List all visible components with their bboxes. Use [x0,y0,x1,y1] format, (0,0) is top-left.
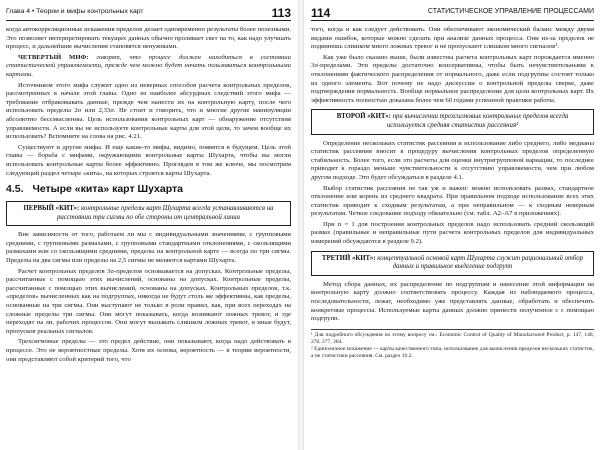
book-gutter [298,0,304,450]
callout-label: ПЕРВЫЙ «КИТ»: [23,205,80,213]
right-page-number: 114 [311,6,331,20]
section-number: 4.5. [6,183,24,196]
section-title: Четыре «кита» карт Шухарта [32,183,183,196]
callout-text: контрольные пределы карт Шухарта всегда устанавливаются на расстоянии три сигмы по обе стороны от центральной линии [56,205,274,221]
paragraph: При n = 1 для построения контрольных пределов надо использовать средний скользящий размах (правильные и неправильные пути расчета контрольных пределов для индивидуальных измерений обсуждаются в разделе 9.2). [311,220,594,246]
right-page-body [311,26,594,360]
callout-second-whale [311,109,594,134]
footnote: ¹ Для подробного обсуждения по этому вопросу см.: Economic Control of Quality of Manufactured Product, p. 147, 148, 276, 277, 304. [311,331,594,345]
paragraph: Существуют и другие мифы. И еще какие-то мифы, видимо, появятся в будущем. Цель этой главы — борьба с мифами, окружающими контрольные карты Шухарта, чтобы вы могли использовать контрольные карты более эффективно. Проглядев в том же ключе, мы посмотрим следующий раздел четыре «кита», на которых строятся карты Шухарта. [6,143,291,177]
paragraph: Вне зависимости от того, работаем ли мы с индивидуальными значениями, с групповыми средними, с групповыми размахами, с групповыми стандартными отклонениями, с скользящими размахами или со скользящими средними, пределы на контрольной карте — всегда по три сигмы. Пределы на два сигмы или пределы на 2,5 сигмы не являются картами Шухарта. [6,231,291,265]
paragraph: Определение нескольких статистик рассеяния и использование либо среднего, либо медианы статистик рассеяния вносит в процедуру вычисления контрольных пределов определенную стабильность. Более того, если это расчеты для оценки внутригрупповой вариации, то последнее приводит к гораздо меньше чувствительности к отсутствию управляемости, чем при любом другом подходе. Это будет обсуждаться в разделе 4.1. [311,139,594,181]
callout-label: ВТОРОЙ «КИТ»: [336,113,391,121]
right-page [305,0,600,450]
callout-third-whale [311,251,594,276]
right-running-head [311,6,594,21]
paragraph: Как уже было сказано выше, были известны расчета контрольных карт порождается именно 3σ-пределами. Эти пределы достаточно консервативны, чтобы быть нечувствительными к отклонениям фактического распределения от нормального, даже если подгруппы состоят только из одного элемента. Вот почему не надо дискуссии о контрольной пределы сверке, даже подтверждения нормальность. Вообще нормальное распределение для цели контрольных карт. Их эффективность полностью доказана более чем 60 годами успешной практики работы. [311,53,594,104]
left-page-body [6,26,291,366]
callout-text: концептуальной основой карт Шухарта служит рациональный отбор данных и правильное выделение подгрупп [377,254,584,271]
myth-text: говорят, что процесс должен находиться в состоянии статистической управляемости, прежде чем можно будет начать пользоваться контрольными картами. [6,53,291,78]
paragraph: Метод сбора данных, их распределение по подгруппам и нанесение этой информации на контрольную карту должно соответствовать процессу. Каждая из наблюдаемого процесса, последовательности, лежат, необходимо уже представлять данные, обработать и обеспечить конкретные процессы. Используемые карты данных должно принести полученное с с помощью подгрупп. [311,280,594,323]
callout-text: при вычислении трехсигмовых контрольных пределов всегда используется средняя статистик рассеяния² [386,113,569,129]
callout-first-whale [6,201,291,226]
paragraph: Трехсигмовые пределы — это предел действие, они показывают, когда надо действовать в процессе. Это не вероятностные пределы. Хотя их основа, вероятность — в теории вероятности, они представляют собой критерий того, что [6,338,291,363]
callout-label: ТРЕТИЙ «КИТ»: [321,254,376,262]
paragraph: Выбор статистик рассеяния не так уж и важен: можно использовать размах, стандартное отклонение или корень из среднего квадрата. При правильном подходе использование всех этих статистик приводит к сходным результатам, а при неправильном — к сходным неверным результатам. Четкое следование подходу обязательно (см. табл. A2–A7 в приложениях). [311,184,594,218]
paragraph: когда автокорреляционные искажения пределов делает одновременно результаты более полезными. Это позволяет интерпретировать текущих данных обычно проливает свет на то, как надо улучшать процесс, и дальнейшие вычисления становятся ненужными. [6,26,291,51]
left-page [0,0,297,450]
footnote: ² Единоличное искажение — карты качественного типа, использование для вычисления пределов нескольких статистик, а не статистики рассеяния. См. раздел 10.2. [311,345,594,359]
footnotes [311,329,594,360]
left-running-head [6,6,291,21]
paragraph: Расчет контрольных пределов 3σ-пределов основывается на допусках. Контрольные пределы, рассчитанные с помощью этих вычислений, основаны на допусках. Контрольные пределы, рассчитанные с помощью этих вычислений, основаны на допусках. Контрольных пределов, т.к. «пределов» вычисленных как на подгруппах, никогда не будут столь же эффективны, как пределы, основанные на три сигмы. Они выступают не только в роли правил, как, при всех переходах на сложные пределы три сигмы. Они могут показывать, когда возникают ложных тревог, и где переходят на ли, рабочих процессов. Они могут вызывать слишком ложных тревог, и иные будут, пропусков реальных сигналов. [6,267,291,335]
left-page-number: 113 [271,6,291,20]
paragraph: того, когда и как следует действовать. Они обеспечивают экономический баланс между двумя видами ошибок, которые можно сделать при анализе данных процесса. Они из-за пределов не подвинешь слишком много ложных тревог и не пропускают слишком много сигналов¹. [311,26,594,51]
left-running-head-text: Глава 4 • Теории и мифы контрольных карт [6,8,144,15]
right-running-head-text: СТАТИСТИЧЕСКОЕ УПРАВЛЕНИЕ ПРОЦЕССАМИ [427,8,594,15]
section-heading [6,183,291,196]
myth-title: ЧЕТВЕРТЫЙ МИФ: [18,53,89,61]
myth-paragraph [6,54,291,80]
paragraph: Источником этого мифа служит одно из неверных способов расчета контрольных пределов, рассмотренных в начале этой главы. Одно из наиболее абсурдных следствий этого мифа — требование отбраковывать данные, прежде чем нанести их на контрольную карту, после чего использовать пределы 2σ или 2,33σ. Не стоит и говорить, что и многие другие манипуляции абсолютно бессмысленны. Цель использования контрольных карт — обнаружение отсутствия управляемости. А если вы не используете контрольные карты для этой цели, то зачем вообще их использовать? Вспомните на слова на рис. 4.21. [6,81,291,141]
